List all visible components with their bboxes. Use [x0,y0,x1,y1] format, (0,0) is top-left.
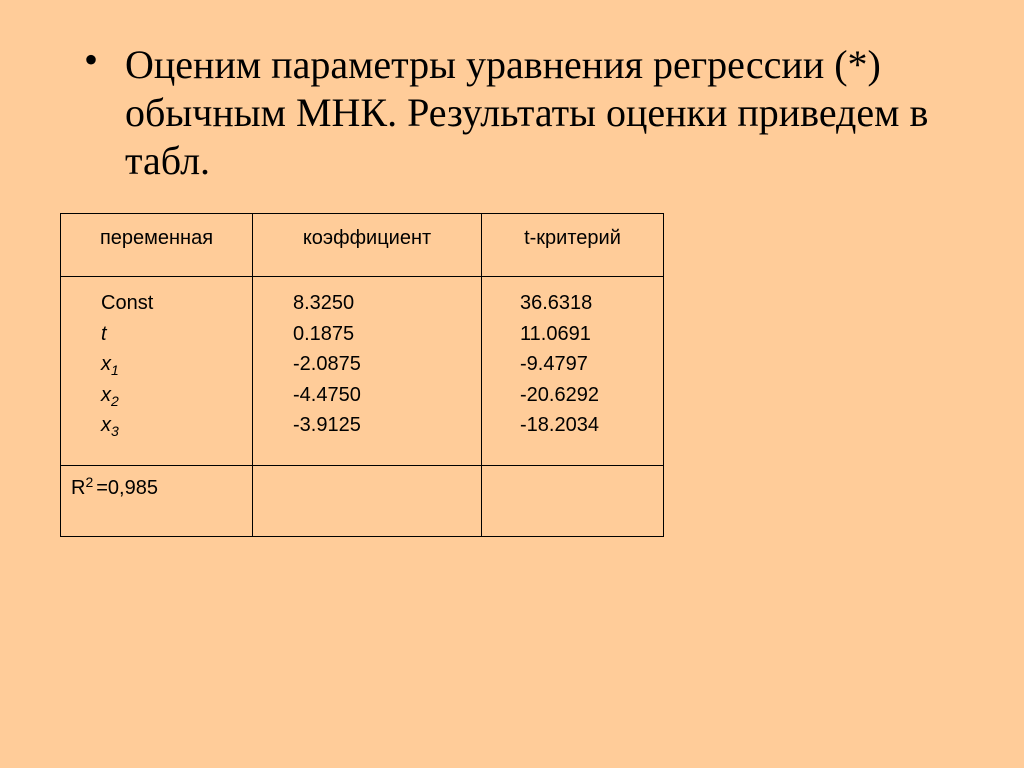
variable-subscript: 1 [111,362,119,378]
header-cell-t-criterion [482,214,664,277]
r-squared [61,466,252,500]
variable-base: t [101,322,107,345]
coefficient-list [253,277,481,441]
bullet-marker: • [84,37,99,82]
variable-name [101,349,252,380]
r-squared-exponent: 2 [85,474,94,490]
header-t-criterion-label: t-критерий [524,227,621,249]
coefficient-value: -3.9125 [293,414,361,436]
header-cell-variable [61,214,253,277]
empty-cell [253,466,482,537]
variable-subscript: 3 [111,423,119,439]
r-squared-value: =0,985 [96,477,158,499]
t-criteria-cell [482,277,664,466]
variable-base: x [101,414,111,436]
r-squared-cell [61,466,253,537]
variable-base: Const [101,292,154,314]
r-squared-base: R [71,477,86,499]
variables-cell [61,277,253,466]
header-coefficient-label: коэффициент [302,227,432,249]
coefficient-value: 8.3250 [293,292,355,314]
t-criterion-value: -20.6292 [520,383,599,406]
regression-results-table [60,213,664,537]
coefficient-value: -4.4750 [293,383,361,406]
variable-name [101,410,252,441]
table-footer-row [61,466,664,537]
bullet-text: Оценим параметры уравнения регрессии (*) обычным МНК. Результаты оценки приведем в табл. [125,42,929,183]
coefficient-value: -2.0875 [293,353,361,375]
t-criterion-value: -9.4797 [520,353,588,375]
variable-name [101,380,252,411]
t-criterion-value: -18.2034 [520,414,599,436]
variable-name [101,319,252,350]
variable-subscript: 2 [111,392,119,409]
table-header-row [61,214,664,277]
variable-name [101,288,252,319]
t-criterion-value: 36.6318 [520,292,593,314]
header-cell-coefficient [253,214,482,277]
coefficients-cell [253,277,482,466]
variable-base: x [101,353,111,375]
empty-cell [482,466,664,537]
t-criterion-list [482,277,663,441]
t-criterion-value: 11.0691 [520,322,591,345]
variable-base: x [101,383,111,406]
variable-list [61,277,252,441]
header-variable-label: переменная [99,227,214,249]
coefficient-value: 0.1875 [293,322,355,345]
table-data-row [61,277,664,466]
